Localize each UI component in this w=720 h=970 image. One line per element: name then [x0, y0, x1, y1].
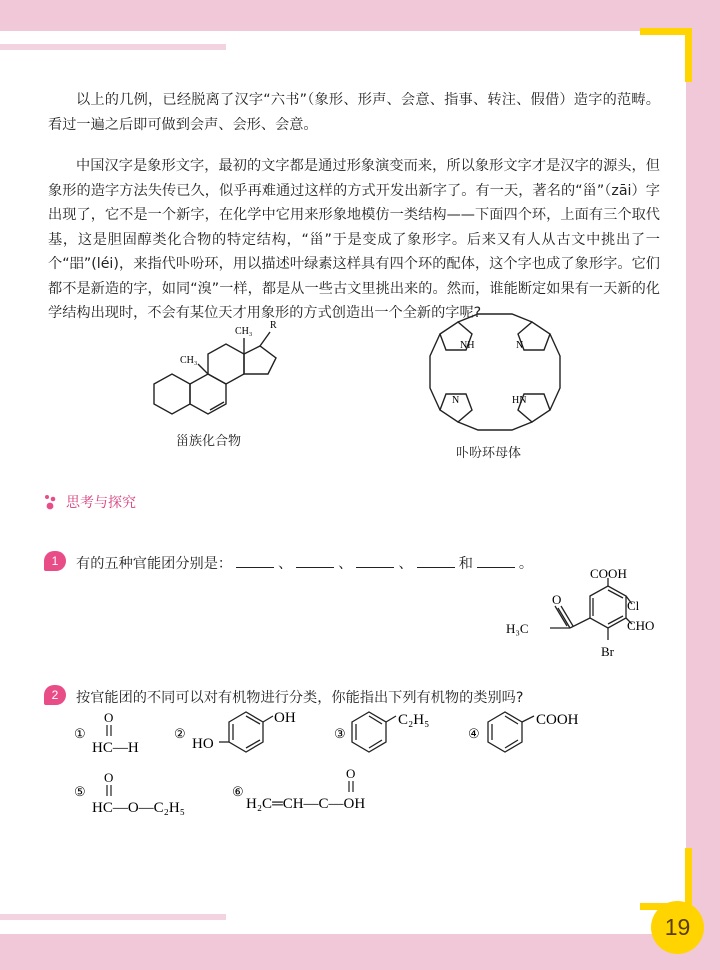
paragraph-2: 中国汉字是象形文字，最初的文字都是通过形象演变而来，所以象形文字才是汉字的源头，但象形的造字方法失传已久，似乎再难通过这样的方式开发出新字了。有一天，著名的“甾”（zāi）字出现了，它不是一个新字，在化学中它用来形象地模仿一类结构——下面四个环，上面有三个取代基，这是胆固醇类化合物的特定结构，“甾”于是变成了象形字。后来又有人从古文中挑出了一个“㗊”(léi)，来指代卟吩环，用以描述叶绿素这样具有四个环的配体，这个字也成了象形字。它们都不是新造的字，如同“溴”一样，都是从一些古文里挑出来的。然而，谁能断定如果有一天新的化学结构出现时，不会有某位天才用象形的方式创造出一个全新的字呢?: [48, 158, 660, 321]
blank-3[interactable]: [356, 553, 394, 568]
section-heading: [44, 492, 136, 512]
cl-label: Cl: [627, 598, 640, 613]
question-2-text: 按官能团的不同可以对有机物进行分类，你能指出下列有机物的类别吗?: [76, 690, 524, 706]
bottom-decor-bar: [0, 914, 226, 920]
compound-6: [232, 766, 432, 818]
item-1-formula: HC—H: [92, 740, 139, 756]
sep-2: 、: [338, 556, 353, 572]
cho-label: CHO: [627, 618, 655, 633]
sep-3: 、: [398, 556, 413, 572]
compound-1: [72, 708, 172, 758]
r-label: R: [270, 320, 277, 331]
item-5-o: O: [104, 770, 114, 785]
hn-label: HN: [512, 395, 527, 406]
and-word: 和: [458, 556, 473, 572]
br-label: Br: [601, 644, 614, 659]
q1-structure: [500, 566, 680, 670]
h3c-label: H₃C: [506, 621, 529, 636]
item-6-label: ⑥: [232, 784, 244, 799]
question-1-prompt: 有的五种官能团分别是：: [76, 556, 233, 572]
item-4-label: ④: [468, 726, 480, 741]
corner-bracket-bottom: [640, 848, 692, 910]
item-6-formula: H₂C═CH—C—OH: [246, 796, 366, 812]
ch3-label-mid: CH₃: [180, 355, 198, 366]
blank-2[interactable]: [296, 553, 334, 568]
item-2-label: ②: [174, 726, 186, 741]
end-mark: 。: [518, 556, 534, 572]
n-label-2: N: [452, 395, 460, 406]
item-4-sub: COOH: [536, 712, 579, 728]
section-title: 思考与探究: [66, 495, 136, 511]
steroid-caption: 甾族化合物: [176, 434, 242, 449]
compound-2: [174, 708, 314, 758]
item-3-label: ③: [334, 726, 346, 741]
blank-4[interactable]: [417, 553, 455, 568]
porphine-caption: 卟吩环母体: [456, 446, 522, 461]
nh-label: NH: [460, 340, 475, 351]
dots-icon: [44, 493, 58, 511]
compound-5: [72, 770, 232, 822]
question-1-badge: 1: [44, 551, 66, 571]
item-1-o: O: [104, 710, 114, 725]
o-label: O: [552, 592, 562, 607]
porphine-structure: [420, 312, 570, 440]
item-1-label: ①: [74, 726, 86, 741]
sep-1: 、: [278, 556, 293, 572]
blank-1[interactable]: [236, 553, 274, 568]
question-1-text: [76, 553, 533, 573]
question-2-badge: 2: [44, 685, 66, 705]
cooh-label: COOH: [590, 566, 627, 581]
item-5-formula: HC—O—C₂H₅: [92, 800, 185, 816]
compound-3: [334, 704, 464, 756]
item-6-o: O: [346, 766, 356, 781]
ch3-label-top: CH₃: [235, 326, 253, 337]
item-5-label: ⑤: [74, 784, 86, 799]
n-label-1: N: [516, 340, 524, 351]
corner-bracket-top: [640, 28, 692, 82]
item-2-oh: OH: [274, 710, 296, 726]
paragraph-1: 以上的几例，已经脱离了汉字“六书”（象形、形声、会意、指事、转注、假借）造字的范畴。看过一遍之后即可做到会声、会形、会意。: [48, 92, 660, 133]
top-decor-bar: [0, 44, 226, 50]
page-number: 19: [651, 901, 704, 954]
compound-4: [468, 704, 608, 756]
item-2-ho: HO: [192, 736, 214, 752]
item-3-sub: C₂H₅: [398, 712, 430, 728]
steroid-structure: [140, 312, 310, 422]
